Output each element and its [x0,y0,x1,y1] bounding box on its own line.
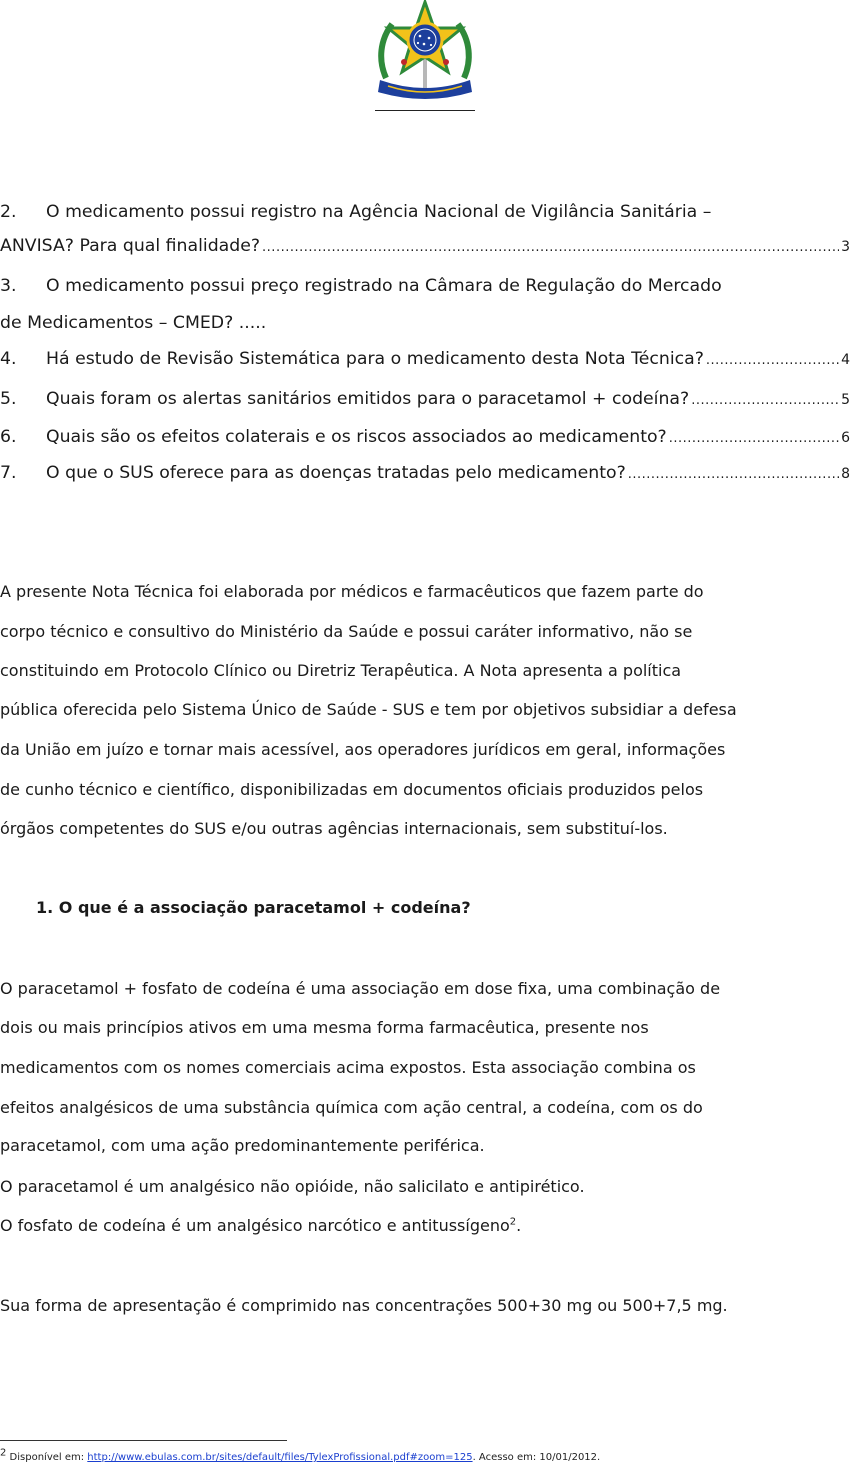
intro-line: de cunho técnico e científico, disponibilizadas em documentos oficiais produzidos pelos [0,780,704,799]
footnote-prefix: Disponível em: [6,1452,88,1463]
toc-number: 7. [0,463,17,483]
section-1-line: O paracetamol + fosfato de codeína é uma associação em dose fixa, uma combinação de [0,979,721,998]
footnote-mark: 2 [0,1447,7,1459]
section-1-line: dois ou mais princípios ativos em uma mesma forma farmacêutica, presente nos [0,1018,649,1037]
toc-number: 5. [0,389,17,409]
footnote-suffix: . Acesso em: 10/01/2012. [472,1452,601,1463]
toc-text: de Medicamentos – CMED? ..... [0,313,267,333]
toc-text: ANVISA? Para qual finalidade? [0,236,261,256]
toc-leader [669,428,839,450]
toc-text: Há estudo de Revisão Sistemática para o medicamento desta Nota Técnica? [46,349,704,369]
footnote [0,1447,601,1463]
intro-line: constituindo em Protocolo Clínico ou Diretriz Terapêutica. A Nota apresenta a política [0,661,682,680]
toc-number: 6. [0,427,17,447]
toc-leader [262,237,839,259]
seal-underline [375,110,475,111]
toc-number: 3. [0,276,17,296]
toc-page: 4 [841,352,850,368]
apresentacao-line: Sua forma de apresentação é comprimido nas concentrações 500+30 mg ou 500+7,5 mg. [0,1296,728,1315]
toc-number: 4. [0,349,17,369]
section-1-line: medicamentos com os nomes comerciais acima expostos. Esta associação combina os [0,1058,696,1077]
toc-item-3[interactable] [0,275,850,297]
toc-page: 5 [841,392,850,408]
toc-page: 8 [841,466,850,482]
toc-text: Quais são os efeitos colaterais e os riscos associados ao medicamento? [46,427,667,447]
toc-text: O que o SUS oferece para as doenças tratadas pelo medicamento? [46,463,626,483]
section-1-heading: 1. O que é a associação paracetamol + codeína? [36,898,471,917]
toc-item-4[interactable] [0,348,850,372]
toc-leader [706,350,839,372]
codeina-end: . [516,1216,522,1235]
footnote-ref[interactable]: 2 [509,1216,517,1228]
toc-item-5[interactable] [0,388,850,412]
section-1-line: efeitos analgésicos de uma substância química com ação central, a codeína, com os do [0,1098,703,1117]
toc-item-7[interactable] [0,462,850,486]
toc-page: 3 [841,239,850,255]
codeina-text: O fosfato de codeína é um analgésico narcótico e antitussígeno [0,1216,510,1235]
toc-item-2[interactable] [0,201,850,223]
toc-text: O medicamento possui preço registrado na Câmara de Regulação do Mercado [46,276,722,296]
intro-line: corpo técnico e consultivo do Ministério da Saúde e possui caráter informativo, não se [0,622,693,641]
toc-text: O medicamento possui registro na Agência Nacional de Vigilância Sanitária – [46,202,712,222]
coat-of-arms-icon [374,0,476,104]
toc-item-2-cont[interactable] [0,235,850,259]
footnote-separator [0,1440,287,1441]
codeina-line [0,1216,850,1235]
intro-line: pública oferecida pelo Sistema Único de Saúde - SUS e tem por objetivos subsidiar a defesa [0,700,737,719]
footnote-link[interactable]: http://www.ebulas.com.br/sites/default/files/TylexProfissional.pdf#zoom=125 [87,1452,473,1463]
section-1-line: paracetamol, com uma ação predominantemente periférica. [0,1136,485,1155]
toc-leader [628,464,839,486]
toc-leader [691,390,839,412]
toc-number: 2. [0,202,17,222]
paracetamol-line: O paracetamol é um analgésico não opióide, não salicilato e antipirético. [0,1177,585,1196]
intro-line: A presente Nota Técnica foi elaborada por médicos e farmacêuticos que fazem parte do [0,582,704,601]
brasao-seal [374,0,476,104]
intro-line: da União em juízo e tornar mais acessível, aos operadores jurídicos em geral, informações [0,740,726,759]
intro-line: órgãos competentes do SUS e/ou outras agências internacionais, sem substituí-los. [0,819,668,838]
toc-page: 6 [841,430,850,446]
toc-item-6[interactable] [0,426,850,450]
toc-text: Quais foram os alertas sanitários emitidos para o paracetamol + codeína? [46,389,690,409]
toc-item-3-cont[interactable] [0,312,850,334]
